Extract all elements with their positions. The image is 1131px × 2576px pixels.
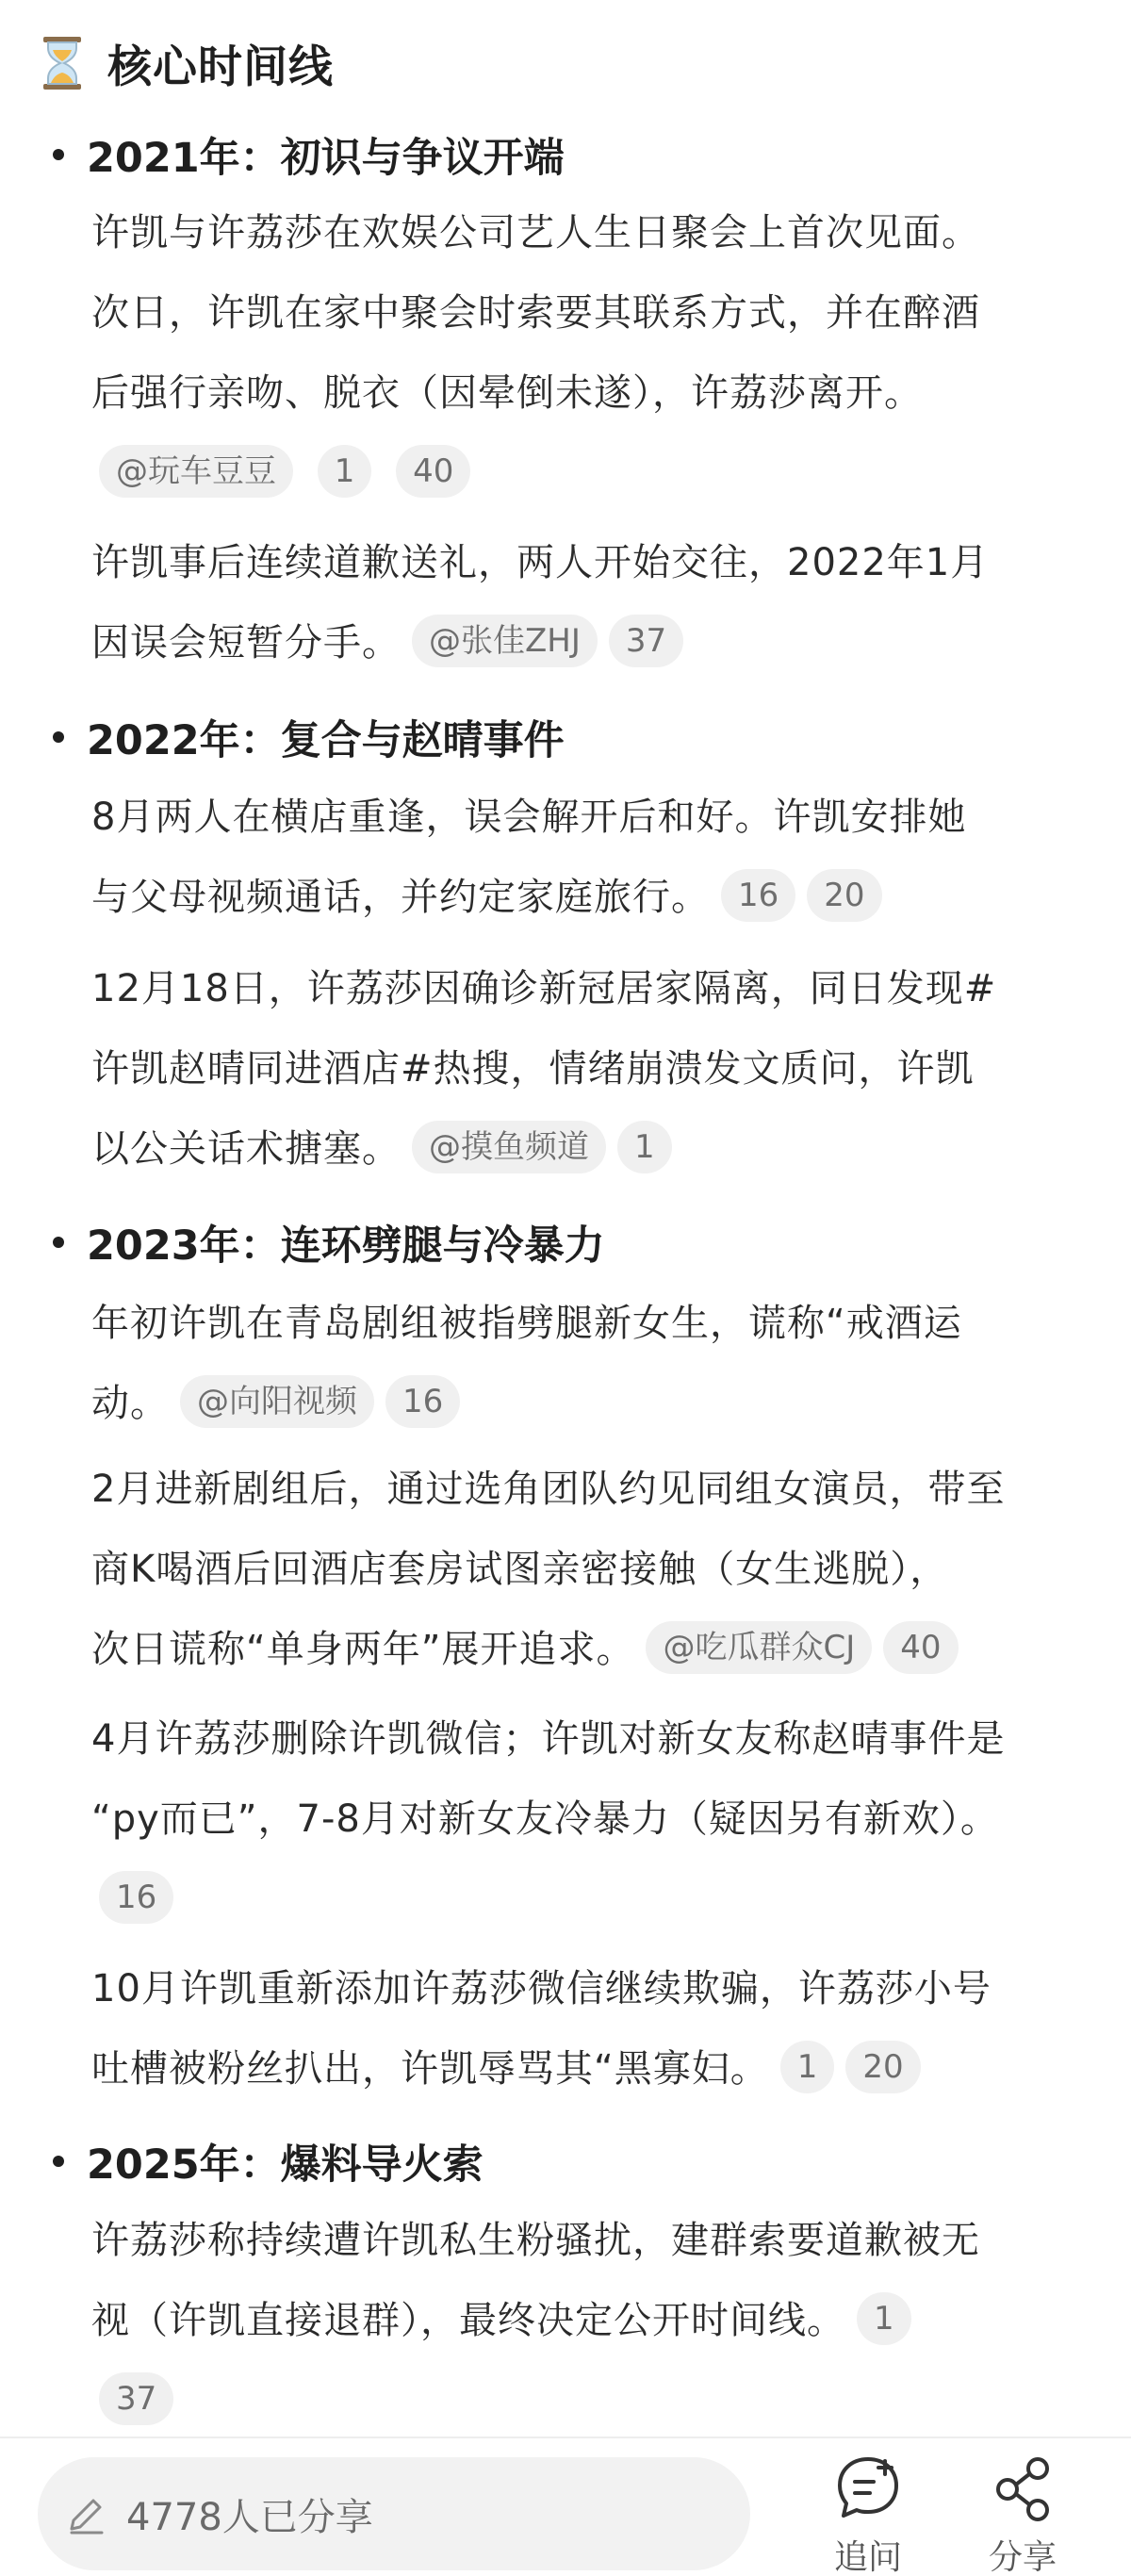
paragraph	[91, 949, 1100, 1190]
source-chip[interactable]: @向阳视频	[180, 1375, 374, 1428]
paragraph	[91, 2201, 1100, 2437]
paragraph-line: 吐槽被粉丝扒出，许凯辱骂其“黑寡妇。	[91, 2047, 769, 2091]
source-chip[interactable]: 40	[396, 445, 470, 498]
paragraph-line: 12月18日，许荔莎因确诊新冠居家隔离，同日发现#	[91, 967, 997, 1010]
pencil-icon	[64, 2491, 109, 2536]
paragraph-line: 8月两人在横店重逢，误会解开后和好。许凯安排她	[91, 796, 967, 839]
timeline-title: 核心时间线	[107, 41, 334, 93]
share-label: 分享	[988, 2538, 1057, 2576]
chat-plus-icon	[832, 2453, 904, 2525]
source-chip-row	[91, 434, 1100, 514]
source-chip[interactable]: 16	[385, 1375, 460, 1428]
hourglass-icon	[41, 37, 83, 90]
follow-up-button[interactable]	[816, 2453, 920, 2576]
share-count-text: 4778人已分享	[126, 2495, 373, 2539]
source-chip[interactable]: @玩车豆豆	[99, 445, 293, 498]
paragraph-line: 10月许凯重新添加许荔莎微信继续欺骗，许荔莎小号	[91, 1967, 992, 2010]
paragraph	[91, 778, 1100, 938]
paragraph	[91, 1699, 1100, 1940]
section-title	[53, 709, 565, 765]
paragraph-line: 许凯赵晴同进酒店#热搜，情绪崩溃发文质问，许凯	[91, 1047, 975, 1091]
share-button[interactable]	[971, 2453, 1074, 2576]
paragraph-line: 视（许凯直接退群），最终决定公开时间线。	[91, 2299, 845, 2342]
paragraph-line: 年初许凯在青岛剧组被指劈腿新女生，谎称“戒酒运	[91, 1302, 962, 1345]
paragraph-line: 商K喝酒后回酒店套房试图亲密接触（女生逃脱），	[91, 1548, 949, 1591]
source-chip[interactable]: 16	[99, 1871, 173, 1924]
bullet-icon	[53, 731, 64, 743]
source-chip[interactable]: 1	[857, 2292, 911, 2345]
source-chip[interactable]: 1	[780, 2041, 835, 2093]
paragraph-line: 许凯事后连续道歉送礼，两人开始交往，2022年1月	[91, 541, 990, 584]
section-title-text: 2023年：连环劈腿与冷暴力	[87, 1222, 605, 1270]
bottom-action-bar	[0, 2437, 1131, 2576]
source-chip[interactable]: 20	[845, 2041, 920, 2093]
paragraph-line: 以公关话术搪塞。	[91, 1127, 401, 1171]
section-heading	[41, 34, 334, 92]
section-title	[53, 1214, 605, 1271]
paragraph	[91, 1450, 1100, 1690]
source-chip[interactable]: 16	[721, 869, 795, 922]
share-input[interactable]	[38, 2457, 750, 2570]
section-title-text: 2022年：复合与赵晴事件	[87, 716, 565, 764]
source-chip[interactable]: 1	[318, 445, 372, 498]
section-title	[53, 2133, 484, 2190]
paragraph-line: 4月许荔莎删除许凯微信；许凯对新女友称赵晴事件是	[91, 1717, 1006, 1761]
source-chip[interactable]: @吃瓜群众CJ	[646, 1621, 872, 1674]
paragraph-line: 与父母视频通话，并约定家庭旅行。	[91, 876, 710, 919]
paragraph-line: 许荔莎称持续遭许凯私生粉骚扰，建群索要道歉被无	[91, 2219, 980, 2262]
paragraph	[91, 1284, 1100, 1444]
bullet-icon	[53, 149, 64, 160]
paragraph-line: 后强行亲吻、脱衣（因晕倒未遂），许荔莎离开。	[91, 371, 923, 415]
source-chip[interactable]: 37	[609, 615, 683, 667]
paragraph-line: 动。	[91, 1382, 169, 1425]
source-chip[interactable]: 1	[617, 1121, 672, 1173]
source-chip-row	[91, 2361, 1100, 2437]
paragraph-line: 因误会短暂分手。	[91, 621, 401, 665]
bullet-icon	[53, 1237, 64, 1248]
source-chip[interactable]: 40	[883, 1621, 958, 1674]
paragraph-line: “py而已”，7-8月对新女友冷暴力（疑因另有新欢）。	[91, 1797, 999, 1841]
paragraph	[91, 523, 1100, 683]
source-chip-row	[91, 1860, 1100, 1940]
section-title-text: 2021年：初识与争议开端	[87, 134, 565, 182]
bullet-icon	[53, 2156, 64, 2167]
section-title	[53, 126, 565, 183]
paragraph-line: 次日谎称“单身两年”展开追求。	[91, 1628, 635, 1671]
share-icon	[987, 2453, 1058, 2525]
follow-up-label: 追问	[833, 2538, 902, 2576]
section-title-text: 2025年：爆料导火索	[87, 2141, 484, 2189]
source-chip[interactable]: @张佳ZHJ	[412, 615, 598, 667]
source-chip[interactable]: @摸鱼频道	[412, 1121, 606, 1173]
paragraph-line: 次日，许凯在家中聚会时索要其联系方式，并在醉酒	[91, 291, 980, 335]
source-chip[interactable]: 37	[99, 2372, 173, 2425]
paragraph	[91, 1949, 1100, 2109]
paragraph	[91, 193, 1100, 514]
source-chip[interactable]: 20	[807, 869, 881, 922]
paragraph-line: 2月进新剧组后，通过选角团队约见同组女演员，带至	[91, 1468, 1006, 1511]
paragraph-line: 许凯与许荔莎在欢娱公司艺人生日聚会上首次见面。	[91, 211, 980, 254]
